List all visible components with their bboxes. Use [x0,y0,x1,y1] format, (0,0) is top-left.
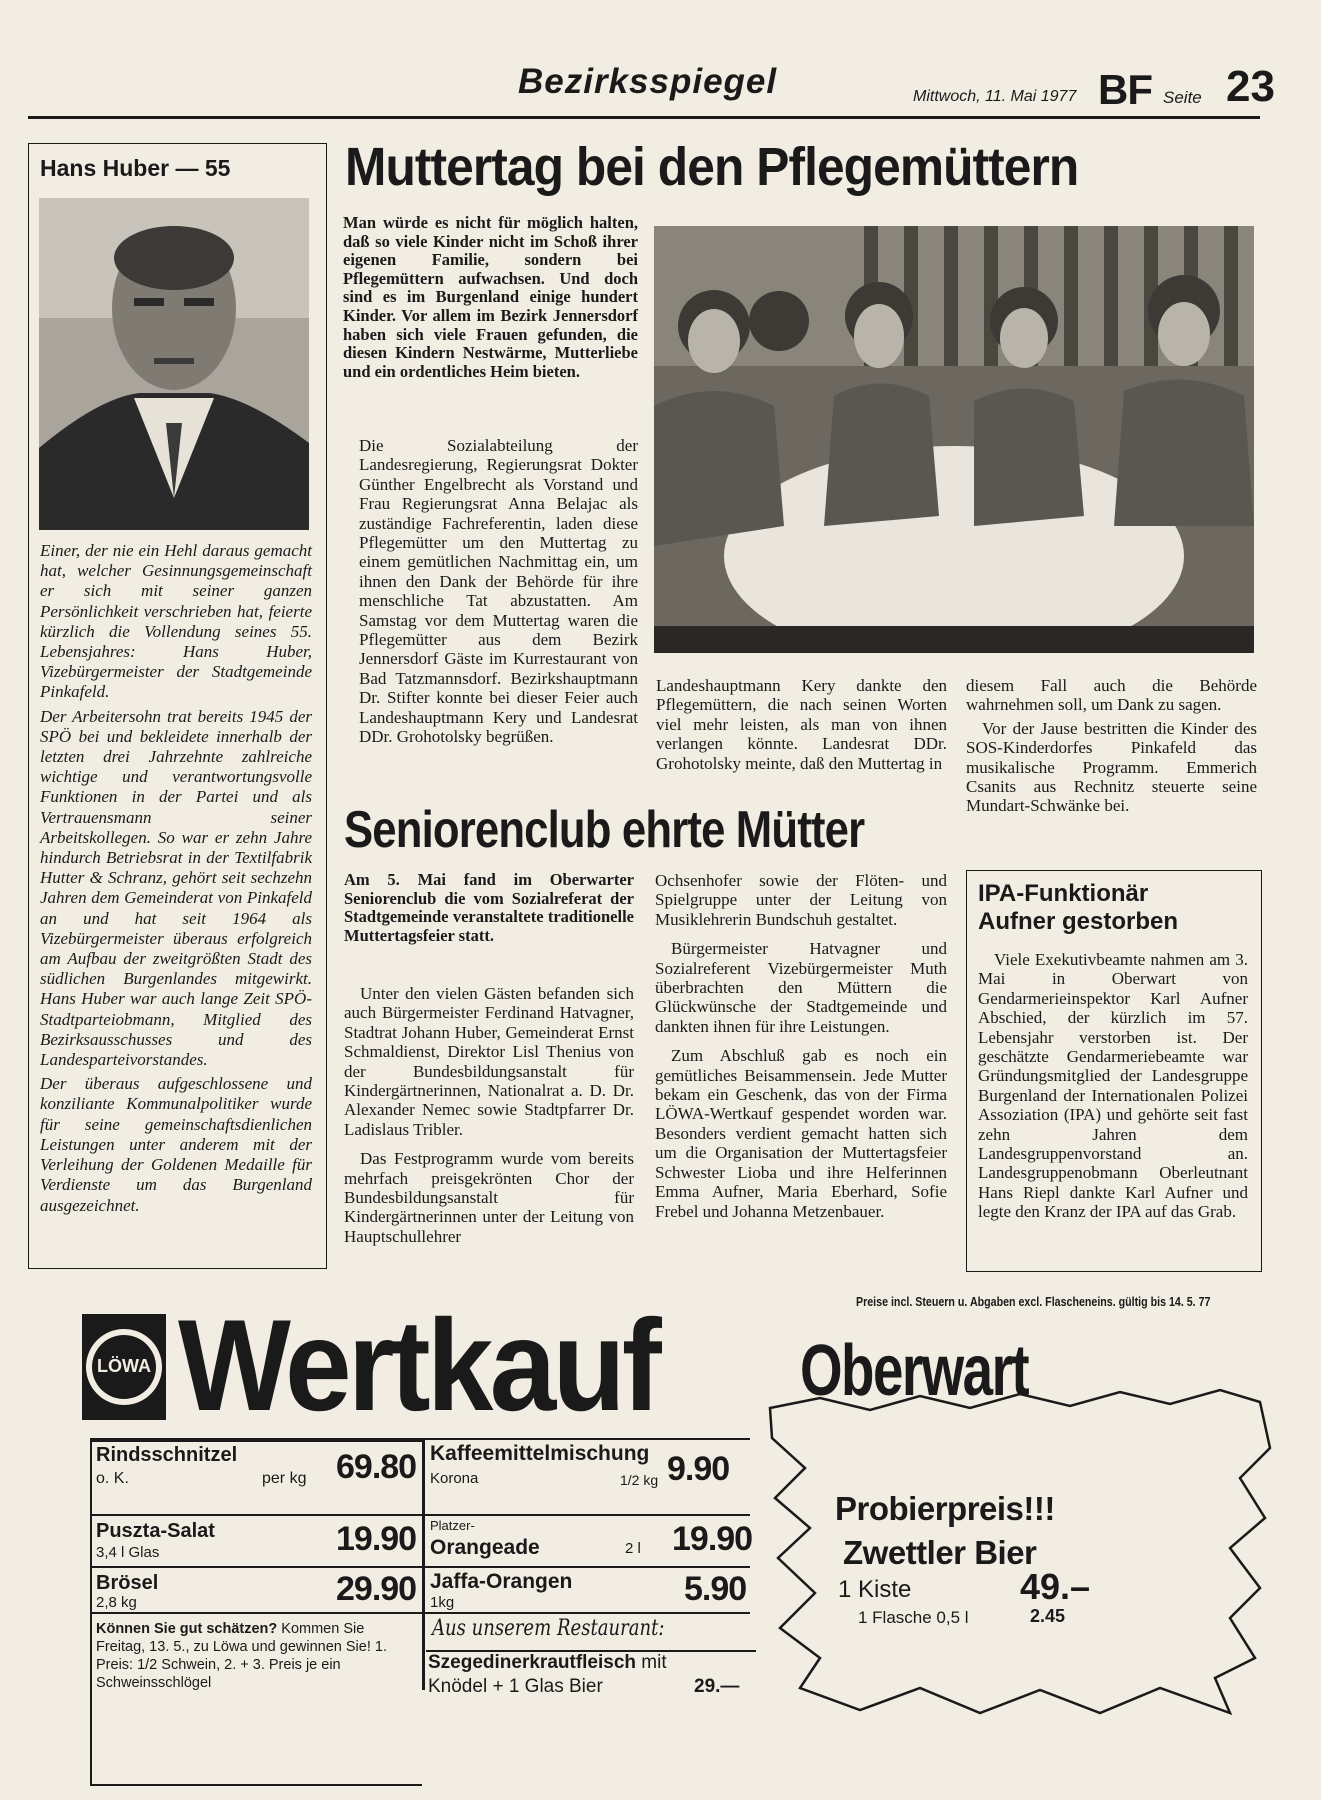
restaurant-heading: Aus unserem Restaurant: [432,1616,665,1641]
paper-logo: BF [1098,66,1152,113]
restaurant-dish: Szegedinerkrautfleisch [428,1652,637,1673]
item-name: Jaffa-Orangen [430,1570,573,1593]
item-name: Puszta-Salat [96,1520,215,1542]
price-row-rule [90,1566,750,1568]
lowa-logo-text: LÖWA [97,1356,151,1376]
profile-paragraph: Der überaus aufgeschlossene und konziliante Kommunalpolitiker wurde für seine gemeinschaftsdienlichen Leistungen unter anderem mit der Verleihung der Goldenen Medaille für Verdienste um das Burgenland ausgezeichnet. [40,1074,312,1215]
burst-flasche: 1 Flasche 0,5 l [858,1608,969,1627]
article-paragraph: Unter den vielen Gästen befanden sich auch Bürgermeister Ferdinand Hatvagner, Stadtrat Johann Huber, Gemeinderat Ernst Schmaldienst, Direktor Lisl Thenius von der Bundesbildungsanstalt für Kindergärtnerinnen, Nationalrat a. D. Dr. Alexander Nemec sowie Stadtpfarrer Dr. Ladislaus Tribler. [344,984,634,1139]
item-price: 5.90 [684,1570,747,1608]
item-unit: 2 l [625,1540,641,1557]
price-top-rule [90,1438,750,1440]
burst-kiste: 1 Kiste [838,1576,912,1603]
ipa-headline [978,880,1178,936]
group-photo [654,226,1254,653]
article-body: Landeshauptmann Kery dankte den Pflegemüttern, die nach seinen Worten viel mehr leisten, als man von ihnen verlangen könnte. Landesrat DDr. Grohotolsky meinte, daß den Muttertag in [656,676,947,773]
issue-date: Mittwoch, 11. Mai 1977 [913,88,1077,105]
item-unit: per kg [262,1470,307,1487]
item-price: 29.90 [336,1570,417,1608]
profile-title: Hans Huber — 55 [40,155,231,181]
article-paragraph: Vor der Jause bestritten die Kinder des SOS-Kinderdorfes Pinkafeld das musikalische Programm. Emmerich Csanits aus Rechnitz steuerte seine Mundart-Schwänke bei. [966,718,1257,816]
section-title: Bezirksspiegel [518,62,778,101]
page-label: Seite [1163,88,1202,107]
item-prefix: Platzer- [430,1518,475,1533]
item-detail: Korona [430,1470,479,1487]
item-detail: o. K. [96,1470,129,1487]
item-name: Kaffeemittelmischung [430,1442,650,1465]
item-detail: 1kg [430,1594,455,1611]
item-name: Rindsschnitzel [96,1444,238,1466]
ad-town: Oberwart [800,1331,1029,1411]
burst-title: Probierpreis!!! [835,1490,1055,1527]
article-paragraph: diesem Fall auch die Behörde wahrnehmen soll, um Dank zu sagen. [966,676,1257,715]
article-paragraph: Zum Abschluß gab es noch ein gemütliches Beisammensein. Jede Mutter bekam ein Geschenk, das von der Firma LÖWA-Wertkauf gespendet worden war. Besonders verdient gemacht hatten sich um die Organisation der Muttertagsfeier Schwester Lioba und ihre Helferinnen Emma Aufner, Maria Eberhard, Sofie Frebel und Johanna Metzenbauer. [655,1046,947,1221]
header-rule [28,116,1260,119]
item-detail: 2,8 kg [96,1594,137,1611]
ipa-headline-line: Aufner gestorben [978,908,1179,935]
restaurant-mit: mit [636,1652,667,1673]
article-lead: Am 5. Mai fand im Oberwarter Seniorenclub die vom Sozialreferat der Stadtgemeinde veranstaltete traditionelle Muttertagsfeier statt. [344,870,634,945]
article-headline: Seniorenclub ehrte Mütter [344,801,865,859]
lowa-logo [80,1312,168,1422]
contest-body: Kommen Sie Freitag, 13. 5., zu Löwa und gewinnen Sie! 1. Preis: 1/2 Schwein, 2. + 3. Preis je ein Schweinsschlögel [96,1621,387,1691]
article-headline: Muttertag bei den Pflegemüttern [345,137,1079,197]
profile-paragraph: Der Arbeitersohn trat bereits 1945 der SPÖ bei und bekleidete innerhalb der letzten drei Jahrzehnte zahlreiche wichtige und verantwortungsvolle Funktionen in der Partei und als Vertrauensmann seiner Arbeitskollegen. So war er zehn Jahre hindurch Betriebsrat in der Textilfabrik Hutter & Schranz, gehört seit sechzehn Jahren dem Gemeinderat von Pinkafeld an und hat seit 1964 als Vizebürgermeister überaus erfolgreich am Aufbau der zweitgrößten Stadt des südlichen Burgenlandes mitgewirkt. Hans Huber war auch lange Zeit SPÖ-Stadtparteiobmann, Mitglied des Bezirksausschusses und des Landesparteivorstandes. [40,706,312,1070]
page-number: 23 [1226,62,1275,111]
item-unit: 1/2 kg [620,1472,659,1488]
article-body [344,984,634,1250]
article-paragraph: Bürgermeister Hatvagner und Sozialreferent Vizebürgermeister Muth überbrachten den Müttern die Glückwünsche der Stadtgemeinde und dankten ihnen für ihre Leistungen. [655,939,947,1036]
price-divider [422,1440,425,1690]
contest-bold: Können Sie gut schätzen? [96,1621,278,1637]
ad-brand: Wertkauf [178,1292,659,1438]
article-paragraph: Ochsenhofer sowie der Flöten- und Spielgruppe unter der Leitung von Musiklehrerin Bundschuh gestaltet. [655,871,947,929]
restaurant-price: 29.— [694,1676,740,1697]
article-body: Die Sozialabteilung der Landesregierung, Regierungsrat Dokter Günther Engelbrecht als Vorstand und Frau Regierungsrat Anna Belajac als zuständige Fachreferentin, laden diese Pflegemütter um den Muttertag zu einem gemütlichen Nachmittag ein, um ihnen den Dank der Behörde für ihre menschliche Tat abzustatten. Am Samstag vor dem Muttertag waren die Pflegemütter aus dem Bezirk Jennersdorf Gäste im Kurrestaurant von Bad Tatzmannsdorf. Bezirkshauptmann Dr. Stifter konnte bei dieser Feier auch Landeshauptmann Kery und Landesrat DDr. Grohotolsky begrüßen. [359,436,638,747]
ipa-headline-line: IPA-Funktionär [978,880,1149,907]
portrait-photo [39,198,309,530]
price-row-rule [90,1514,750,1516]
article-body [655,871,947,1225]
item-detail: 3,4 l Glas [96,1544,160,1561]
item-price: 9.90 [667,1450,730,1488]
article-paragraph: Das Festprogramm wurde vom bereits mehrfach preisgekrönten Chor der Bundesbildungsanstalt für Kindergärtnerinnen unter der Leitung von Hauptschullehrer [344,1149,634,1246]
item-price: 19.90 [672,1520,753,1558]
article-lead: Man würde es nicht für möglich halten, daß so viele Kinder nicht im Schoß ihrer eigenen Familie, sondern bei Pflegemüttern aufwachsen. Und doch sind es im Burgenland einige hundert Kinder. Vor allem im Bezirk Jennersdorf haben sich viele Frauen gefunden, die diesen Kindern Nestwärme, Mutterliebe und ein ordentliches Heim bieten. [343,213,638,381]
price-row-rule [90,1612,750,1614]
ad-fineprint: Preise incl. Steuern u. Abgaben excl. Flascheneins. gültig bis 14. 5. 77 [856,1294,1211,1309]
item-price: 19.90 [336,1520,417,1558]
ipa-body: Viele Exekutivbeamte nahmen am 3. Mai in Oberwart von Gendarmerieinspektor Karl Aufner Abschied, der kürzlich im 57. Lebensjahr verstorben ist. Der geschätzte Gendarmeriebeamte war Gründungsmitglied der Landesgruppe Burgenland der Internationalen Polizei Assoziation (IPA) und gehörte seit fast zehn Jahren dem Landesgruppenvorstand an. Landesgruppenobmann Oberleutnant Hans Riepl dankte Karl Aufner und legte den Kranz der IPA auf das Grab. [978,950,1248,1222]
burst-title: Zwettler Bier [843,1534,1037,1571]
burst-kiste-price: 49.– [1020,1566,1091,1607]
article-body [966,676,1257,820]
profile-text [40,541,312,1220]
item-name: Orangeade [430,1536,540,1559]
profile-paragraph: Einer, der nie ein Hehl daraus gemacht hat, welcher Gesinnungsgemeinschaft er sich mit seiner ganzen Persönlichkeit verschrieben hat, feierte kürzlich die Vollendung seines 55. Lebensjahres: Hans Huber, Vizebürgermeister der Stadtgemeinde Pinkafeld. [40,541,312,702]
restaurant-side: Knödel + 1 Glas Bier [428,1676,603,1697]
contest-text [96,1620,412,1692]
item-price: 69.80 [336,1448,417,1486]
item-name: Brösel [96,1572,159,1594]
burst-flasche-price: 2.45 [1030,1606,1066,1626]
restaurant-dish-line [428,1652,667,1674]
